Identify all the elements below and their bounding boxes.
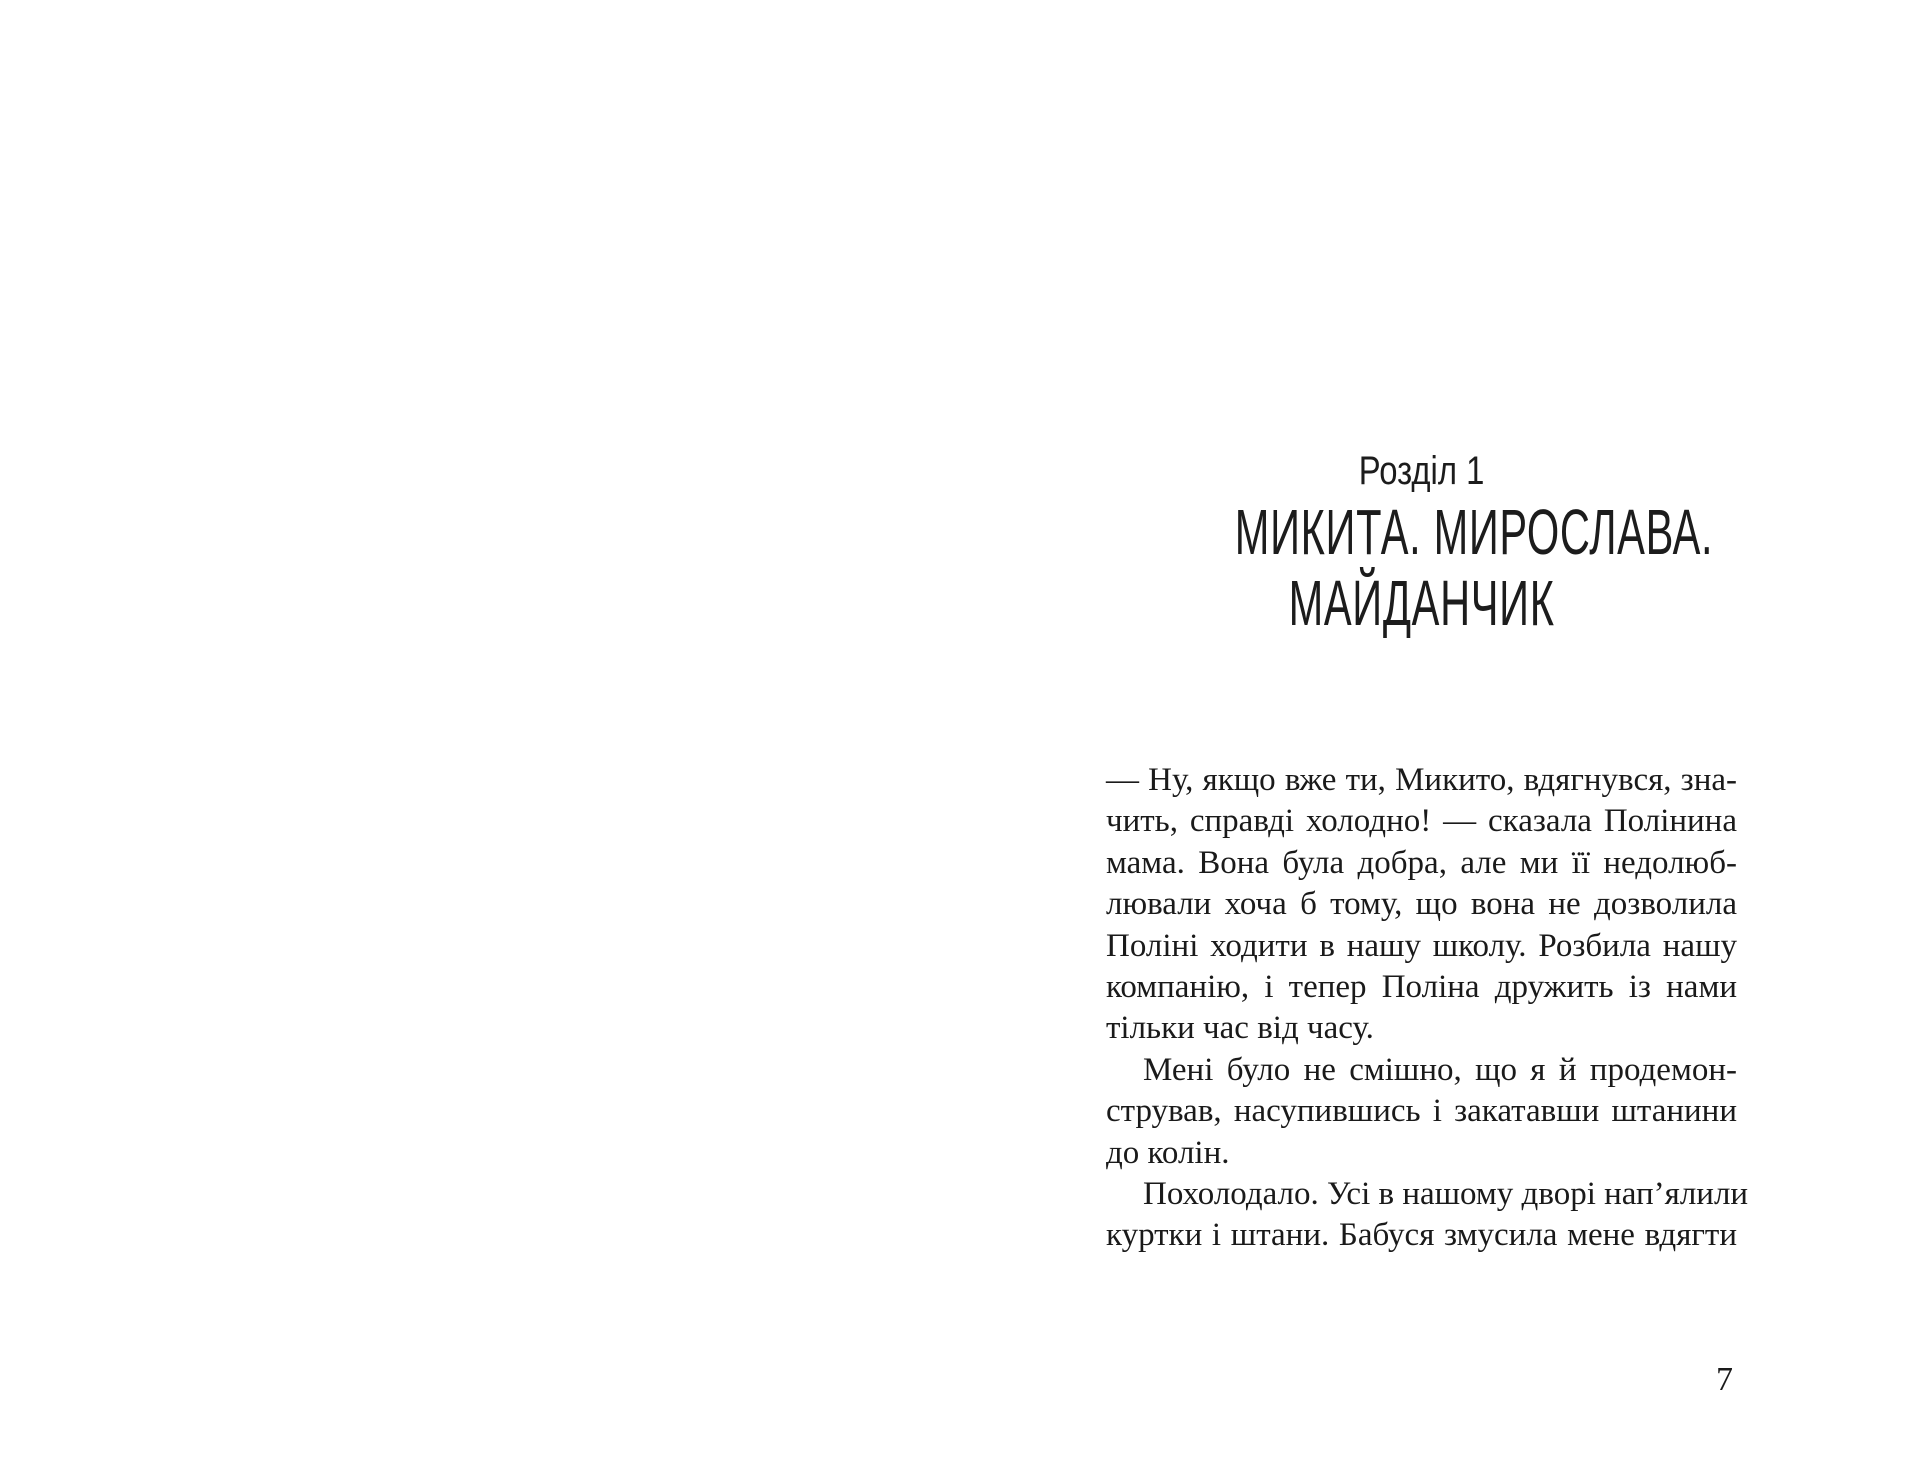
- chapter-label: [1106, 447, 1737, 495]
- body-text-line: Похолодало. Усі в нашому дворі нап’ялили: [1143, 1175, 1749, 1212]
- page-number: 7: [1716, 1361, 1733, 1398]
- body-text-line: стрував, насупившись і закатавши штанини: [1106, 1093, 1737, 1130]
- body-text-line: Мені було не смішно, що я й продемон-: [1143, 1051, 1737, 1088]
- body-text-line: Поліні ходити в нашу школу. Розбила нашу: [1106, 927, 1737, 964]
- chapter-label-text: Розділ 1: [1358, 449, 1485, 493]
- body-text: [1106, 760, 1749, 1257]
- body-text-line: лювали хоча б тому, що вона не дозволила: [1106, 886, 1737, 923]
- chapter-title: [1106, 497, 1737, 639]
- chapter-title-line: МИКИТА. МИРОСЛАВА.: [1234, 496, 1714, 568]
- body-text-line: компанію, і тепер Поліна дружить із нами: [1106, 968, 1737, 1005]
- body-text-line: до колін.: [1106, 1134, 1230, 1171]
- body-text-line: тільки час від часу.: [1106, 1010, 1374, 1047]
- chapter-title-line: МАЙДАНЧИК: [1288, 567, 1555, 639]
- body-text-line: чить, справді холодно! — сказала Полінина: [1106, 803, 1737, 840]
- body-text-line: куртки і штани. Бабуся змусила мене вдягти: [1106, 1217, 1737, 1254]
- body-text-line: мама. Вона була добра, але ми її недолюб-: [1106, 844, 1737, 881]
- body-text-line: — Ну, якщо вже ти, Микито, вдягнувся, зна-: [1106, 762, 1737, 798]
